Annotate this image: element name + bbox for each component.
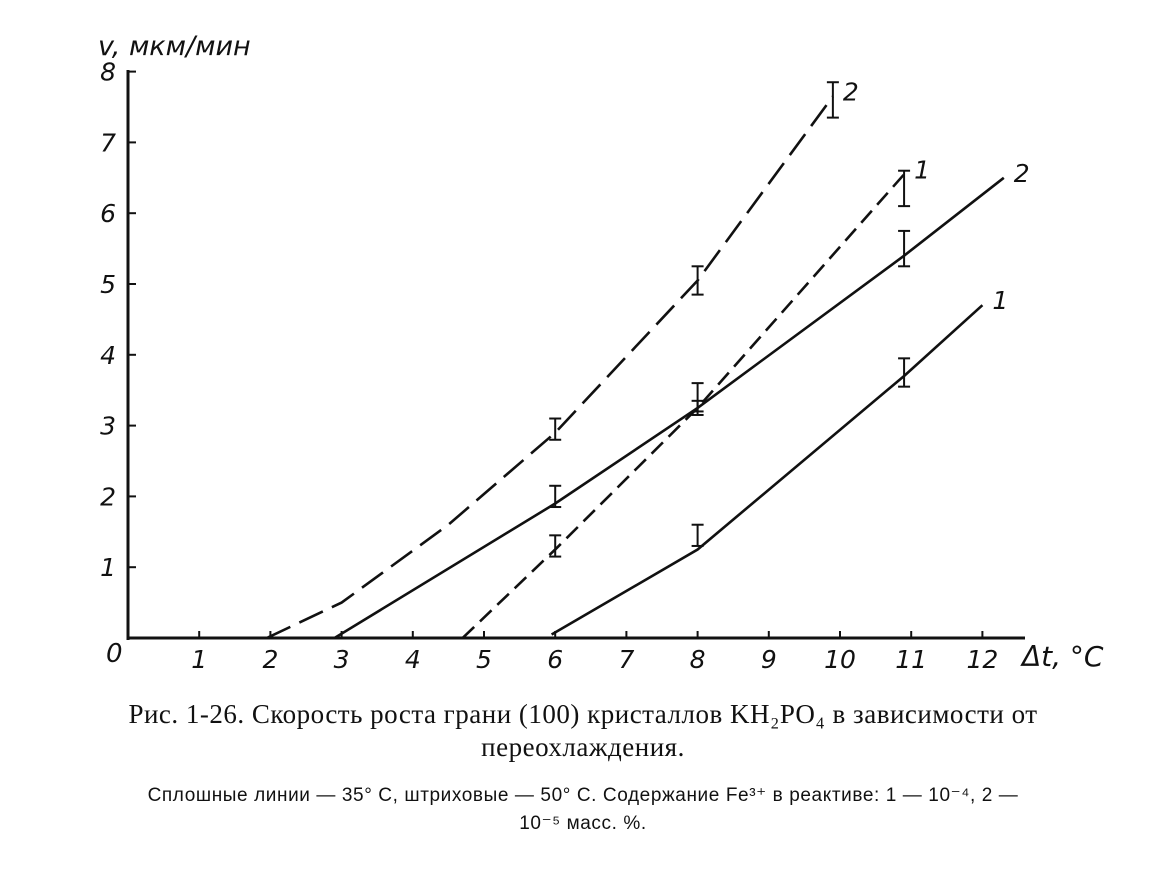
y-tick-label: 1 <box>100 553 116 583</box>
x-axis-label: Δt, °C <box>1022 640 1104 673</box>
y-tick-label: 5 <box>100 270 116 299</box>
error-bar <box>692 266 704 294</box>
x-tick-label: 8 <box>689 645 706 674</box>
series-line-dashed-1 <box>463 174 904 638</box>
y-tick-label: 6 <box>100 199 116 229</box>
chart-labels <box>98 31 1104 674</box>
y-tick-label: 4 <box>100 340 116 370</box>
figure-note <box>8 782 1158 838</box>
note-line-1: Сплошные линии — 35° С, штриховые — 50° С. Содержание Fe³⁺ в реактиве: 1 — 10⁻⁴, 2 — <box>147 785 1019 806</box>
x-tick-label: 4 <box>404 645 421 674</box>
x-tick-label: 3 <box>333 645 350 674</box>
series-label: 1 <box>914 155 930 185</box>
error-bar <box>692 525 704 546</box>
series-label: 2 <box>1013 158 1030 188</box>
series-label: 2 <box>842 77 859 107</box>
x-tick-label: 2 <box>262 645 279 674</box>
y-tick-label: 8 <box>100 57 116 87</box>
y-tick-label: 3 <box>100 411 116 441</box>
y-tick-label: 2 <box>100 482 116 512</box>
origin-label: 0 <box>106 639 123 669</box>
x-tick-label: 12 <box>966 645 999 674</box>
x-tick-label: 11 <box>895 645 928 674</box>
chart-axes <box>128 70 1025 640</box>
figure-caption <box>8 698 1158 764</box>
error-bar <box>898 171 910 206</box>
error-bar <box>898 231 910 266</box>
error-bar <box>549 486 561 507</box>
series-group <box>267 96 1004 638</box>
error-bar <box>827 82 839 117</box>
x-tick-label: 10 <box>824 645 856 674</box>
x-tick-label: 1 <box>191 645 208 674</box>
y-tick-label: 7 <box>100 128 116 158</box>
note-line-2: 10⁻⁵ масс. %. <box>519 813 647 834</box>
x-tick-label: 9 <box>760 645 777 674</box>
x-tick-label: 7 <box>618 645 635 674</box>
x-tick-label: 6 <box>547 645 564 674</box>
error-bars <box>549 82 910 556</box>
x-tick-label: 5 <box>476 645 492 674</box>
caption-line-2: переохлаждения. <box>481 732 685 762</box>
series-label: 1 <box>992 286 1009 316</box>
series-line-solid-1 <box>552 305 983 634</box>
y-axis-label: v, мкм/мин <box>98 31 251 62</box>
caption-line-1: Рис. 1-26. Скорость роста грани (100) кристаллов KH₂PO₄ в зависимости от <box>128 699 1038 729</box>
error-bar <box>692 383 704 411</box>
